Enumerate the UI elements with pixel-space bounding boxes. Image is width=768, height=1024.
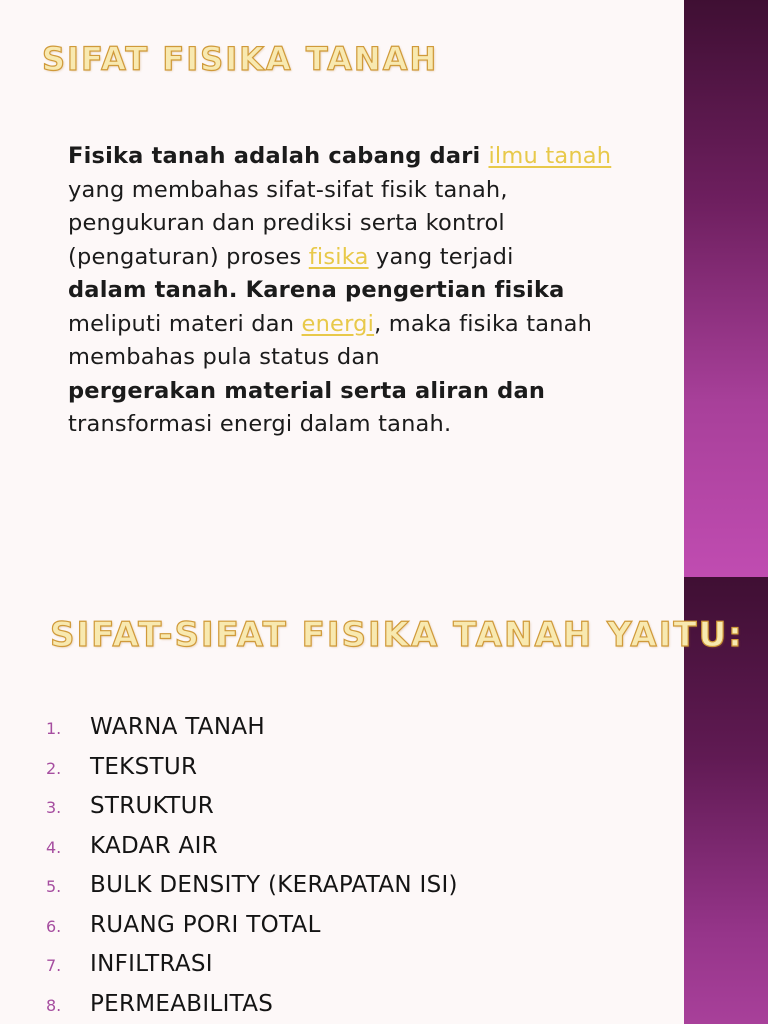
link-energi[interactable]: energi <box>301 310 375 337</box>
list-item <box>46 833 458 873</box>
list-text: WARNA TANAH <box>90 714 265 740</box>
list-item <box>46 991 458 1024</box>
paragraph-text: dalam tanah. Karena pengertian fisika <box>68 277 565 303</box>
paragraph-text: yang terjadi <box>368 243 514 270</box>
list-item <box>46 872 458 912</box>
list-text: INFILTRASI <box>90 951 213 977</box>
list-number: 7. <box>46 956 62 975</box>
list-number: 3. <box>46 798 62 817</box>
list-item <box>46 754 458 794</box>
slide-title: SIFAT FISIKA TANAH <box>42 40 439 78</box>
list-item <box>46 951 458 991</box>
list-text: BULK DENSITY (KERAPATAN ISI) <box>90 872 458 898</box>
link-fisika[interactable]: fisika <box>308 243 369 270</box>
list-text: PERMEABILITAS <box>90 990 274 1017</box>
list-number: 2. <box>46 758 62 778</box>
paragraph-text: pergerakan material serta aliran dan <box>68 377 546 404</box>
slide-accent-bar <box>684 0 768 577</box>
list-text: KADAR AIR <box>90 832 218 859</box>
paragraph-text: Fisika tanah adalah cabang dari <box>68 143 489 169</box>
list-number: 5. <box>46 877 62 896</box>
slide-sifat-sifat-list <box>0 577 768 1024</box>
properties-list <box>46 714 458 1024</box>
definition-paragraph <box>68 140 628 442</box>
slide-title: SIFAT-SIFAT FISIKA TANAH YAITU: <box>50 615 744 655</box>
list-number: 8. <box>46 995 62 1015</box>
list-item <box>46 714 458 754</box>
list-number: 4. <box>46 837 62 857</box>
link-ilmu-tanah[interactable]: ilmu tanah <box>488 143 612 169</box>
list-item <box>46 912 458 952</box>
paragraph-text: yang membahas sifat-sifat fisik tanah, pengukuran dan prediksi serta kontrol (pengaturan) proses <box>68 176 508 270</box>
paragraph-text: meliputi materi dan <box>68 310 302 337</box>
paragraph-text: transformasi energi dalam tanah. <box>68 411 452 437</box>
list-text: RUANG PORI TOTAL <box>90 911 321 938</box>
list-number: 6. <box>46 916 62 936</box>
paragraph-text: , maka fisika tanah membahas pula status dan <box>68 310 593 370</box>
list-text: STRUKTUR <box>90 793 215 819</box>
list-text: TEKSTUR <box>90 753 198 780</box>
list-item <box>46 793 458 833</box>
list-number: 1. <box>46 719 62 738</box>
